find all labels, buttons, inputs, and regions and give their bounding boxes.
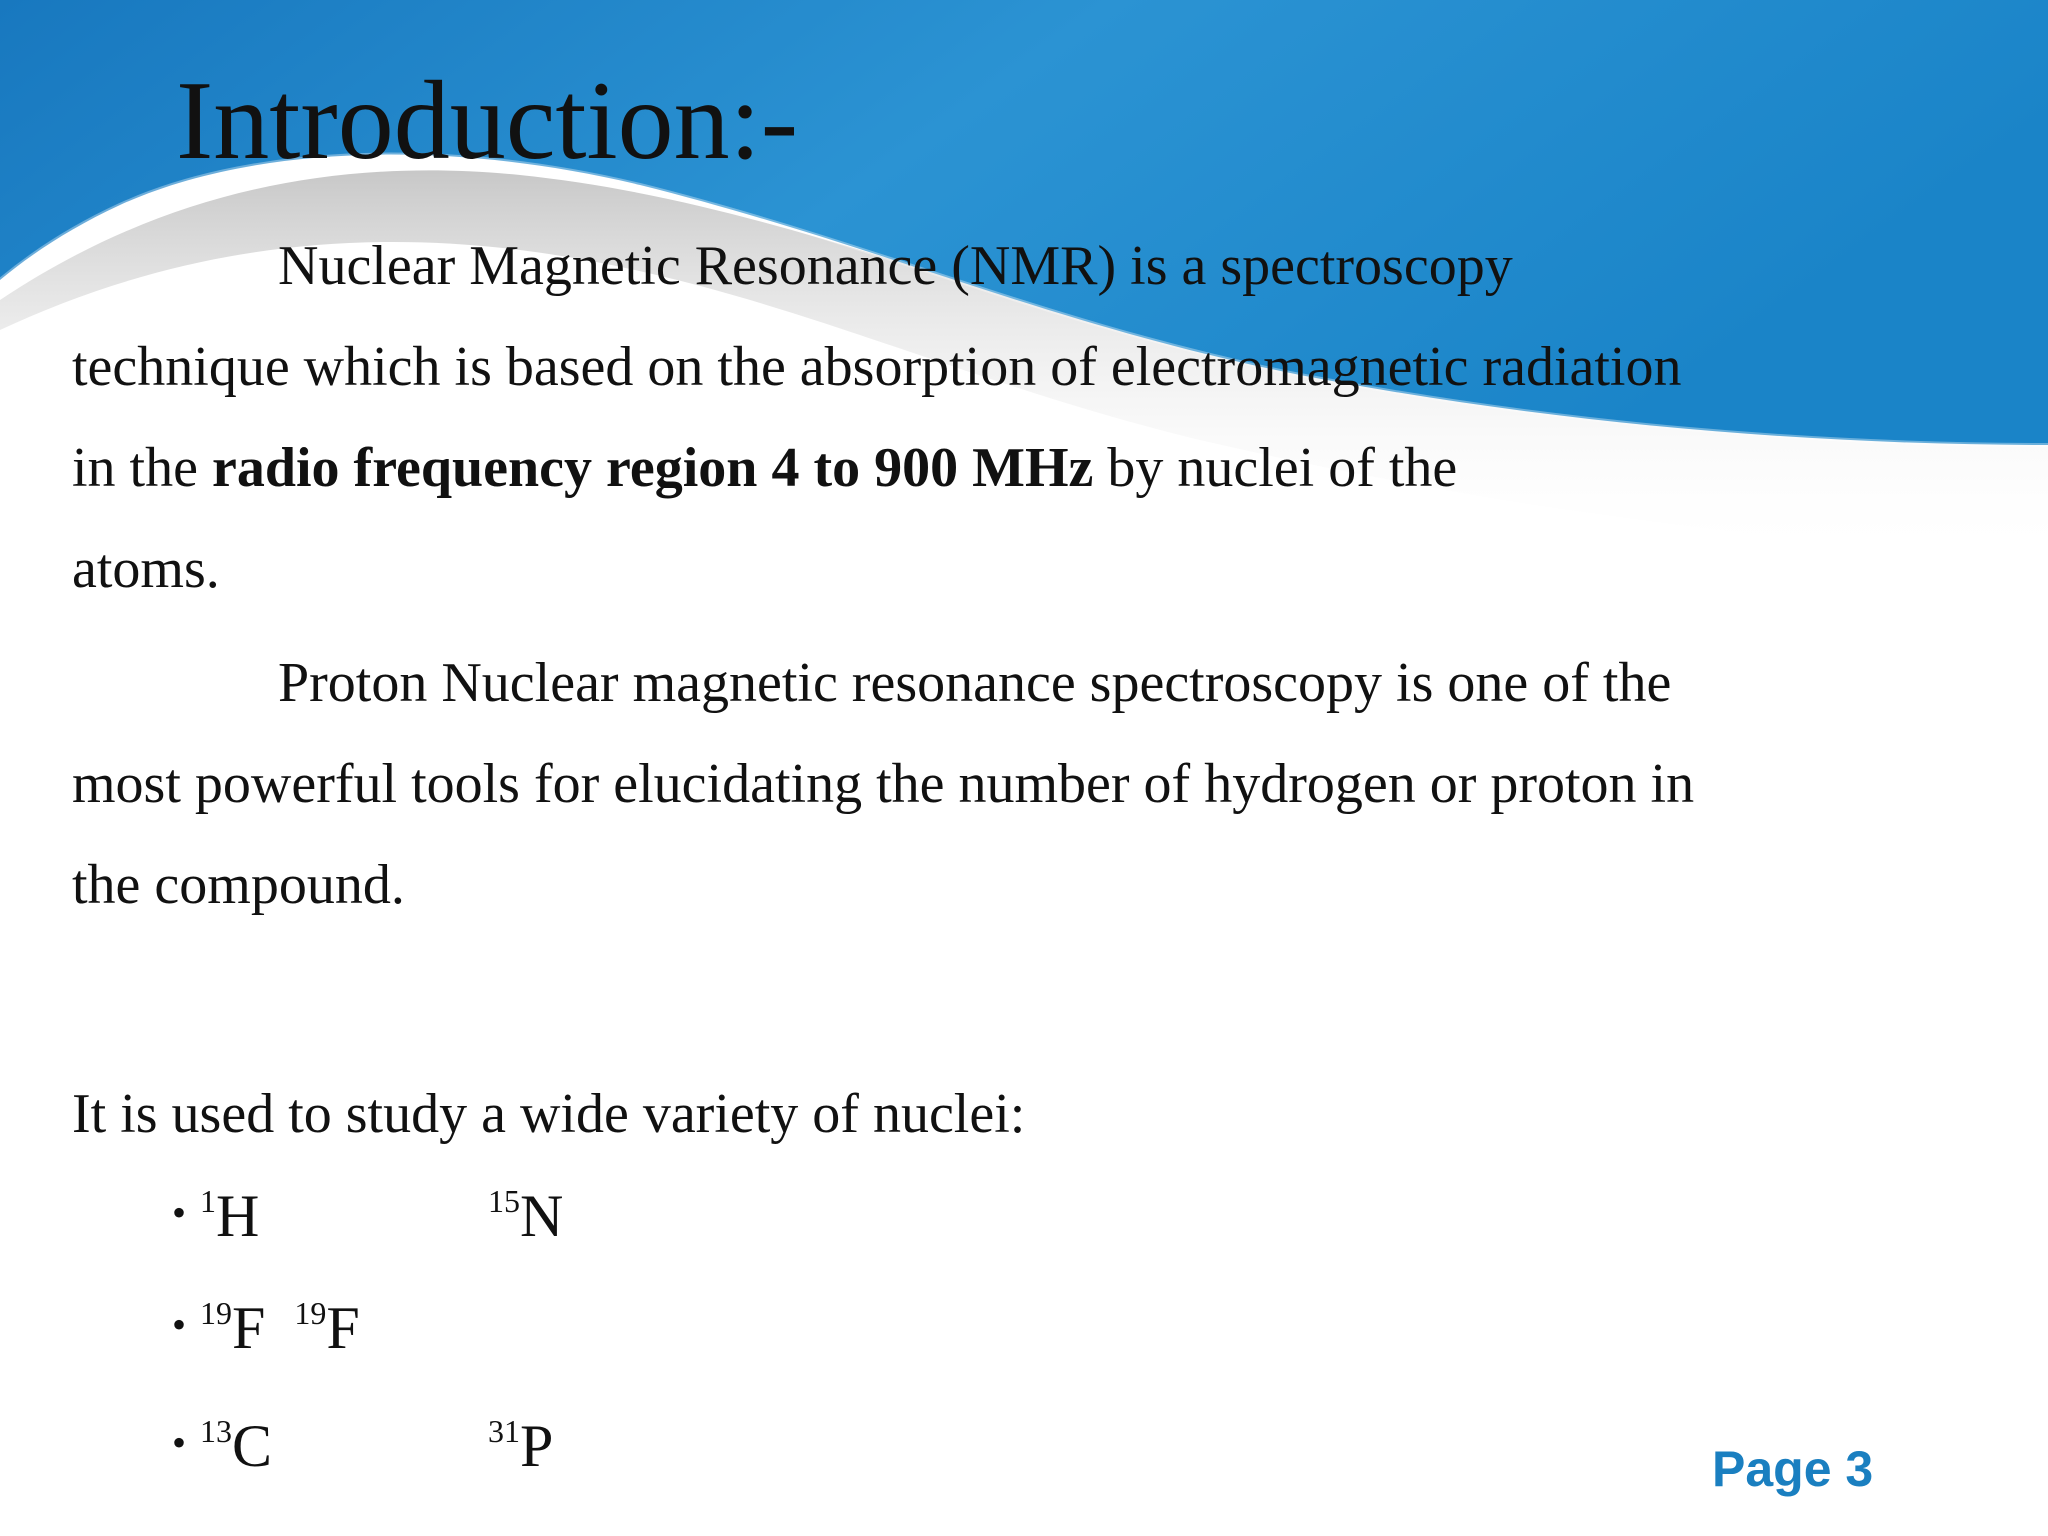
paragraph-nuclei-intro	[72, 1064, 2032, 1165]
mass-number: 19	[200, 1295, 232, 1331]
slide-title: Introduction:-	[176, 59, 799, 183]
element-symbol: P	[520, 1413, 554, 1479]
mass-number: 15	[488, 1183, 520, 1219]
element-symbol: N	[520, 1183, 564, 1249]
list-item	[172, 1294, 360, 1394]
bold-frequency-range: radio frequency region 4 to 900 MHz	[211, 437, 1094, 499]
paragraph-line: It is used to study a wide variety of nuclei:	[72, 1083, 1026, 1145]
bullet-icon: •	[172, 1420, 187, 1465]
paragraph-line	[72, 633, 2032, 734]
text-run: Proton Nuclear magnetic resonance spectroscopy is one of the	[278, 652, 1672, 714]
isotope	[200, 1182, 259, 1251]
mass-number: 19	[294, 1295, 327, 1331]
list-item	[172, 1182, 564, 1282]
text-run: in the	[72, 437, 212, 499]
element-symbol: H	[216, 1183, 260, 1249]
isotope	[488, 1182, 563, 1251]
mass-number: 31	[488, 1413, 520, 1449]
paragraph-line: most powerful tools for elucidating the number of hydrogen or proton in	[72, 753, 1695, 815]
bullet-icon: •	[172, 1302, 187, 1347]
paragraph-line	[72, 418, 2032, 519]
page-number: Page 3	[1712, 1441, 1874, 1497]
paragraph-line: atoms.	[72, 538, 220, 600]
bullet-icon: •	[172, 1190, 187, 1235]
element-symbol: F	[326, 1295, 360, 1361]
isotope	[488, 1412, 553, 1481]
isotope	[294, 1294, 359, 1363]
paragraph-proton-nmr	[72, 633, 2032, 936]
list-item	[172, 1412, 554, 1512]
isotope	[200, 1294, 265, 1363]
paragraph-line: the compound.	[72, 854, 405, 916]
paragraph-nmr-definition	[72, 216, 2032, 620]
mass-number: 1	[200, 1183, 216, 1219]
isotope	[200, 1412, 272, 1481]
paragraph-line	[72, 216, 2032, 317]
element-symbol: C	[232, 1413, 273, 1479]
mass-number: 13	[200, 1413, 232, 1449]
paragraph-line: technique which is based on the absorption of electromagnetic radiation	[72, 336, 1682, 398]
element-symbol: F	[232, 1295, 266, 1361]
text-run: by nuclei of the	[1093, 437, 1458, 499]
text-run: Nuclear Magnetic Resonance (NMR) is a spectroscopy	[278, 235, 1513, 297]
